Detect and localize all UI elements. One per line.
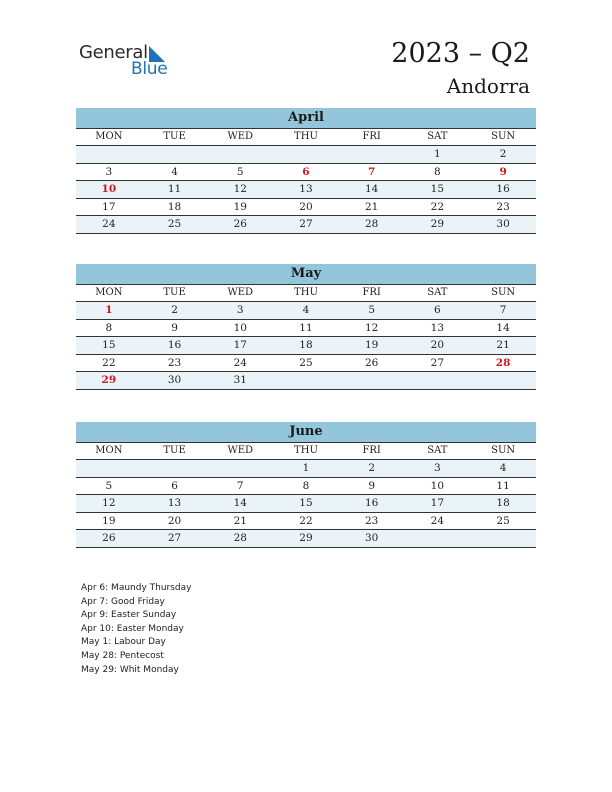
day-cell: 23: [142, 354, 208, 372]
weekday-label: SAT: [405, 285, 471, 302]
day-cell: 11: [470, 477, 536, 495]
day-cell: 30: [339, 530, 405, 548]
day-cell: 15: [273, 495, 339, 513]
day-cell: 8: [76, 319, 142, 337]
day-cell: 5: [207, 163, 273, 181]
week-row: [76, 216, 536, 234]
weekday-label: TUE: [142, 285, 208, 302]
day-cell: [470, 530, 536, 548]
day-cell: 26: [76, 530, 142, 548]
day-cell: 28: [207, 530, 273, 548]
day-cell: [470, 372, 536, 390]
day-cell: [405, 530, 471, 548]
logo-word-general: General: [79, 42, 148, 63]
day-cell: 14: [207, 495, 273, 513]
week-row: [76, 477, 536, 495]
day-cell: [76, 146, 142, 164]
day-cell: 16: [339, 495, 405, 513]
weekday-label: WED: [207, 285, 273, 302]
weekday-label: SUN: [470, 285, 536, 302]
week-row: [76, 302, 536, 320]
weekday-label: SUN: [470, 443, 536, 460]
month-name: April: [76, 108, 536, 128]
day-cell: 9: [142, 319, 208, 337]
week-row: [76, 198, 536, 216]
day-cell: 24: [76, 216, 142, 234]
weekday-label: FRI: [339, 443, 405, 460]
day-cell: 17: [76, 198, 142, 216]
day-cell: 2: [339, 460, 405, 478]
week-row: [76, 530, 536, 548]
day-cell: [142, 146, 208, 164]
weekday-label: MON: [76, 443, 142, 460]
week-row: [76, 337, 536, 355]
day-cell: 4: [273, 302, 339, 320]
day-cell: 16: [142, 337, 208, 355]
day-cell: 3: [405, 460, 471, 478]
day-cell: 15: [76, 337, 142, 355]
day-cell: 12: [339, 319, 405, 337]
day-cell: 17: [405, 495, 471, 513]
month-may: [76, 264, 536, 390]
holiday-note: Apr 6: Maundy Thursday: [81, 583, 192, 593]
week-row: [76, 146, 536, 164]
day-cell: [142, 460, 208, 478]
week-row: [76, 163, 536, 181]
day-cell: 25: [470, 512, 536, 530]
weekday-label: SUN: [470, 129, 536, 146]
day-cell: 20: [405, 337, 471, 355]
day-cell: [273, 372, 339, 390]
weekday-header-row: [76, 129, 536, 146]
month-june: [76, 422, 536, 548]
day-cell: 8: [405, 163, 471, 181]
weekday-header-row: [76, 443, 536, 460]
weekday-label: THU: [273, 285, 339, 302]
holiday-note: Apr 7: Good Friday: [81, 596, 165, 607]
weekday-label: TUE: [142, 129, 208, 146]
day-cell: 29: [273, 530, 339, 548]
day-cell: 14: [470, 319, 536, 337]
day-cell: 20: [142, 512, 208, 530]
calendar-grid: [76, 442, 536, 548]
day-cell: 21: [339, 198, 405, 216]
week-row: [76, 181, 536, 199]
day-cell: 12: [76, 495, 142, 513]
day-cell: 20: [273, 198, 339, 216]
day-cell: 30: [142, 372, 208, 390]
holiday-note: May 29: Whit Monday: [81, 664, 179, 675]
day-cell: 27: [273, 216, 339, 234]
day-cell: 28: [470, 354, 536, 372]
day-cell: 16: [470, 181, 536, 199]
day-cell: 13: [273, 181, 339, 199]
day-cell: [405, 372, 471, 390]
day-cell: 25: [142, 216, 208, 234]
day-cell: 18: [273, 337, 339, 355]
day-cell: 7: [207, 477, 273, 495]
logo: [79, 42, 189, 82]
calendar-grid: [76, 284, 536, 390]
day-cell: 6: [273, 163, 339, 181]
day-cell: 1: [273, 460, 339, 478]
logo-word-blue: Blue: [131, 59, 168, 79]
day-cell: 19: [207, 198, 273, 216]
day-cell: 3: [76, 163, 142, 181]
month-name: May: [76, 264, 536, 284]
day-cell: [339, 146, 405, 164]
week-row: [76, 319, 536, 337]
week-row: [76, 460, 536, 478]
day-cell: 6: [405, 302, 471, 320]
page-title: 2023 – Q2: [391, 38, 530, 69]
day-cell: 22: [405, 198, 471, 216]
day-cell: 11: [142, 181, 208, 199]
day-cell: 29: [76, 372, 142, 390]
day-cell: 29: [405, 216, 471, 234]
day-cell: 17: [207, 337, 273, 355]
day-cell: 25: [273, 354, 339, 372]
country-subtitle: Andorra: [446, 74, 530, 98]
weekday-label: THU: [273, 443, 339, 460]
weekday-label: WED: [207, 443, 273, 460]
day-cell: 10: [405, 477, 471, 495]
day-cell: 24: [207, 354, 273, 372]
day-cell: 7: [470, 302, 536, 320]
day-cell: 1: [405, 146, 471, 164]
day-cell: 4: [470, 460, 536, 478]
day-cell: 9: [470, 163, 536, 181]
weekday-label: TUE: [142, 443, 208, 460]
day-cell: 10: [207, 319, 273, 337]
day-cell: 21: [470, 337, 536, 355]
day-cell: 3: [207, 302, 273, 320]
day-cell: 12: [207, 181, 273, 199]
day-cell: 1: [76, 302, 142, 320]
day-cell: 31: [207, 372, 273, 390]
day-cell: 9: [339, 477, 405, 495]
day-cell: 10: [76, 181, 142, 199]
weekday-label: FRI: [339, 129, 405, 146]
month-name: June: [76, 422, 536, 442]
day-cell: 13: [405, 319, 471, 337]
day-cell: 26: [339, 354, 405, 372]
holiday-note: May 1: Labour Day: [81, 637, 166, 648]
day-cell: 4: [142, 163, 208, 181]
holiday-note: Apr 10: Easter Monday: [81, 623, 184, 634]
day-cell: [207, 460, 273, 478]
day-cell: 6: [142, 477, 208, 495]
month-april: [76, 108, 536, 234]
week-row: [76, 354, 536, 372]
day-cell: 5: [76, 477, 142, 495]
day-cell: 7: [339, 163, 405, 181]
day-cell: 18: [470, 495, 536, 513]
day-cell: [273, 146, 339, 164]
holiday-note: May 28: Pentecost: [81, 650, 164, 661]
day-cell: 19: [339, 337, 405, 355]
day-cell: 13: [142, 495, 208, 513]
day-cell: 2: [142, 302, 208, 320]
day-cell: 19: [76, 512, 142, 530]
day-cell: 2: [470, 146, 536, 164]
weekday-label: MON: [76, 129, 142, 146]
day-cell: 11: [273, 319, 339, 337]
day-cell: 23: [339, 512, 405, 530]
day-cell: 22: [76, 354, 142, 372]
day-cell: 27: [405, 354, 471, 372]
week-row: [76, 495, 536, 513]
weekday-label: THU: [273, 129, 339, 146]
day-cell: 21: [207, 512, 273, 530]
week-row: [76, 512, 536, 530]
holiday-note: Apr 9: Easter Sunday: [81, 610, 177, 621]
day-cell: 30: [470, 216, 536, 234]
weekday-label: WED: [207, 129, 273, 146]
day-cell: 23: [470, 198, 536, 216]
day-cell: 8: [273, 477, 339, 495]
day-cell: 5: [339, 302, 405, 320]
calendar-grid: [76, 128, 536, 234]
day-cell: [339, 372, 405, 390]
weekday-label: SAT: [405, 443, 471, 460]
week-row: [76, 372, 536, 390]
day-cell: 24: [405, 512, 471, 530]
day-cell: 28: [339, 216, 405, 234]
day-cell: 18: [142, 198, 208, 216]
weekday-header-row: [76, 285, 536, 302]
day-cell: [76, 460, 142, 478]
day-cell: 14: [339, 181, 405, 199]
holiday-notes: [81, 582, 192, 677]
weekday-label: MON: [76, 285, 142, 302]
weekday-label: SAT: [405, 129, 471, 146]
day-cell: [207, 146, 273, 164]
day-cell: 27: [142, 530, 208, 548]
day-cell: 15: [405, 181, 471, 199]
day-cell: 22: [273, 512, 339, 530]
day-cell: 26: [207, 216, 273, 234]
weekday-label: FRI: [339, 285, 405, 302]
